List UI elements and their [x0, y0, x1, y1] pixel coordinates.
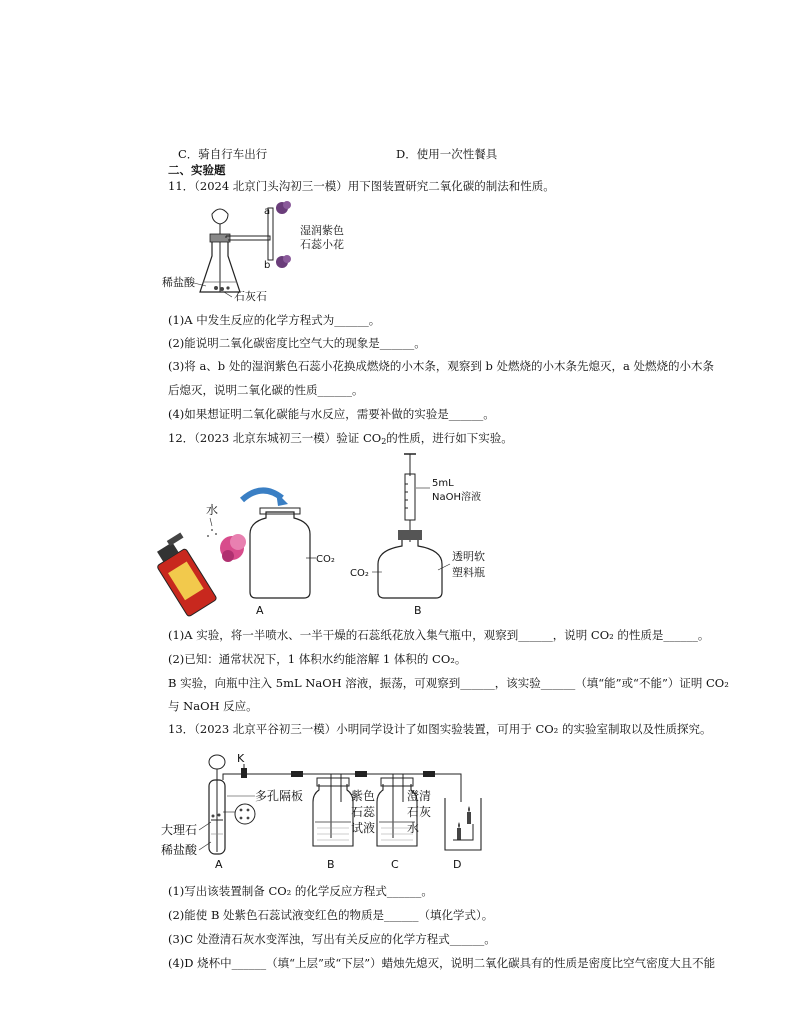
- q12-co2-b: CO₂: [350, 568, 369, 579]
- q12-bottle-label-1: 透明软: [452, 550, 485, 563]
- q13-part-2: (2)能使 B 处紫色石蕊试液变红色的物质是______（填化学式）。: [168, 908, 494, 922]
- q13-litmus-3: 试液: [351, 821, 376, 835]
- q13-part-3: (3)C 处澄清石灰水变浑浊，写出有关反应的化学方程式______。: [168, 932, 496, 946]
- option-c: C．骑自行车出行: [178, 147, 268, 161]
- q13-lime-2: 石灰: [407, 805, 432, 819]
- q12-stem: [168, 430, 513, 450]
- q13-stem: 13．（2023 北京平谷初三一模）小明同学设计了如图实验装置，可用于 CO₂ 的实验室制取以及性质探究。: [168, 722, 712, 736]
- q12-part-2: (2)已知：通常状况下，1 体积水约能溶解 1 体积的 CO₂。: [168, 652, 467, 666]
- q12-apparatus-figure: [150, 452, 510, 620]
- q13-label-B: B: [327, 858, 335, 871]
- q11-flower-label-2: 石蕊小花: [300, 238, 344, 251]
- q13-part-4: (4)D 烧杯中______（填“上层”或“下层”）蜡烛先熄灭，说明二氧化碳具有的性质是密度比空气密度大且不能: [168, 956, 716, 970]
- q13-litmus-2: 石蕊: [351, 805, 376, 819]
- q13-plate-label: 多孔隔板: [255, 789, 304, 803]
- q13-k-label: K: [237, 752, 245, 765]
- q13-label-D: D: [453, 858, 462, 871]
- q12-stem-pre: 12．（2023 北京东城初三一模）验证 CO: [168, 431, 382, 445]
- q13-marble-label: 大理石: [161, 823, 198, 837]
- q13-lime-3: 水: [407, 821, 420, 835]
- q11-flower-label-1: 湿润紫色: [300, 224, 344, 237]
- q13-label-C: C: [391, 858, 399, 871]
- q12-stem-sub: 2: [381, 437, 387, 446]
- q11-label-a: a: [264, 206, 271, 217]
- q11-acid-label: 稀盐酸: [162, 276, 195, 289]
- q11-part-2: (2)能说明二氧化碳密度比空气大的现象是______。: [168, 336, 426, 350]
- q11-label-b: b: [264, 260, 271, 271]
- q12-label-A: A: [256, 604, 264, 617]
- q12-part-3-line-2: 与 NaOH 反应。: [168, 699, 258, 713]
- q12-part-3-line-1: B 实验，向瓶中注入 5mL NaOH 溶液，振荡，可观察到______，该实验______（填“能”或“不能”）证明 CO₂: [168, 676, 729, 690]
- q11-part-4: (4)如果想证明二氧化碳能与水反应，需要补做的实验是______。: [168, 407, 495, 421]
- q12-syringe-1: 5mL: [432, 478, 454, 489]
- q12-stem-post: 的性质，进行如下实验。: [386, 431, 513, 445]
- q13-label-A: A: [215, 858, 223, 871]
- q11-part-1: (1)A 中发生反应的化学方程式为______。: [168, 313, 381, 327]
- q12-water-label: 水: [206, 503, 219, 517]
- q11-stone-label: 石灰石: [234, 290, 267, 303]
- q13-lime-1: 澄清: [407, 789, 432, 803]
- q11-part-3-line-2: 后熄灭，说明二氧化碳的性质______。: [168, 383, 364, 397]
- q12-co2-a: CO₂: [316, 554, 335, 565]
- q13-apparatus-figure: [155, 742, 495, 874]
- option-d: D．使用一次性餐具: [396, 147, 498, 161]
- q13-acid-label: 稀盐酸: [161, 843, 198, 857]
- q12-label-B: B: [414, 604, 422, 617]
- q13-litmus-1: 紫色: [351, 789, 376, 803]
- section-title: 二、实验题: [168, 163, 226, 177]
- q12-part-1: (1)A 实验，将一半喷水、一半干燥的石蕊纸花放入集气瓶中，观察到______，说明 CO₂ 的性质是______。: [168, 628, 710, 642]
- q12-syringe-2: NaOH溶液: [432, 492, 481, 503]
- q13-part-1: (1)写出该装置制备 CO₂ 的化学反应方程式______。: [168, 884, 433, 898]
- q12-bottle-label-2: 塑料瓶: [452, 566, 485, 579]
- q11-apparatus-figure: [160, 196, 360, 306]
- q11-stem: 11．（2024 北京门头沟初三一模）用下图装置研究二氧化碳的制法和性质。: [168, 179, 555, 193]
- q11-part-3-line-1: (3)将 a、b 处的湿润紫色石蕊小花换成燃烧的小木条，观察到 b 处燃烧的小木条先熄灭，a 处燃烧的小木条: [168, 359, 714, 373]
